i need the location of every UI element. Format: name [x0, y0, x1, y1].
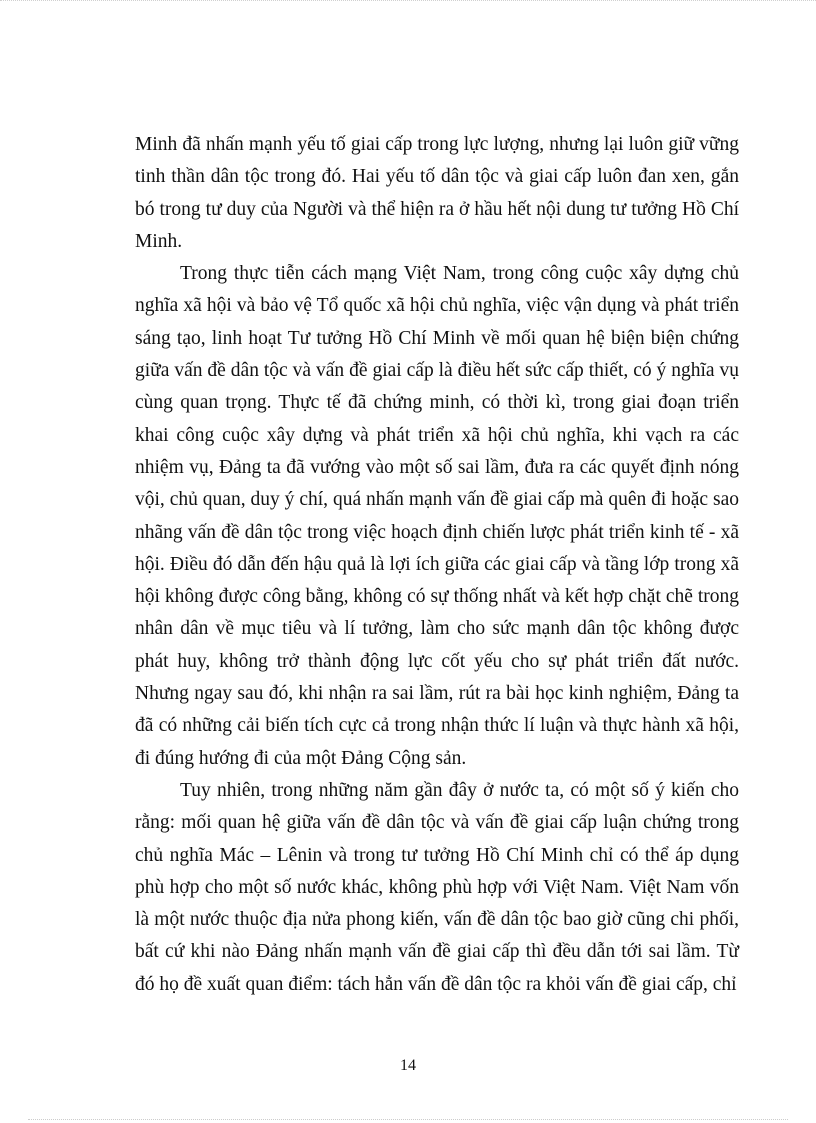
- paragraph-opinions: Tuy nhiên, trong những năm gần đây ở nước ta, có một số ý kiến cho rằng: mối quan hệ giữa vấn đề dân tộc và vấn đề giai cấp luận chứng trong chủ nghĩa Mác – Lênin và trong tư tưởng Hồ Chí Minh chỉ có thể áp dụng phù hợp cho một số nước khác, không phù hợp với Việt Nam. Việt Nam vốn là một nước thuộc địa nửa phong kiến, vấn đề dân tộc bao giờ cũng chi phối, bất cứ khi nào Đảng nhấn mạnh vấn đề giai cấp thì đều dẫn tới sai lầm. Từ đó họ đề xuất quan điểm: tách hẳn vấn đề dân tộc ra khỏi vấn đề giai cấp, chỉ: [135, 779, 739, 995]
- paragraph-practice: Trong thực tiễn cách mạng Việt Nam, trong công cuộc xây dựng chủ nghĩa xã hội và bảo vệ Tổ quốc xã hội chủ nghĩa, việc vận dụng và phát triển sáng tạo, linh hoạt Tư tưởng Hồ Chí Minh về mối quan hệ biện biện chứng giữa vấn đề dân tộc và vấn đề giai cấp là điều hết sức cấp thiết, có ý nghĩa vụ cùng quan trọng. Thực tế đã chứng minh, có thời kì, trong giai đoạn triển khai công cuộc xây dựng và phát triển xã hội chủ nghĩa, khi vạch ra các nhiệm vụ, Đảng ta đã vướng vào một số sai lầm, đưa ra các quyết định nóng vội, chủ quan, duy ý chí, quá nhấn mạnh vấn đề giai cấp mà quên đi hoặc sao nhãng vấn đề dân tộc trong việc hoạch định chiến lược phát triển kinh tế - xã hội. Điều đó dẫn đến hậu quả là lợi ích giữa các giai cấp và tầng lớp trong xã hội không được công bằng, không có sự thống nhất và kết hợp chặt chẽ trong nhân dân về mục tiêu và lí tưởng, làm cho sức mạnh dân tộc không được phát huy, không trở thành động lực cốt yếu cho sự phát triển đất nước. Nhưng ngay sau đó, khi nhận ra sai lầm, rút ra bài học kinh nghiệm, Đảng ta đã có những cải biến tích cực cả trong nhận thức lí luận và thực hành xã hội, đi đúng hướng đi của một Đảng Cộng sản.: [135, 263, 739, 769]
- paragraph-continuation: Minh đã nhấn mạnh yếu tố giai cấp trong lực lượng, nhưng lại luôn giữ vững tinh thần dân tộc trong đó. Hai yếu tố dân tộc và giai cấp luôn đan xen, gắn bó trong tư duy của Người và thể hiện ra ở hầu hết nội dung tư tưởng Hồ Chí Minh.: [135, 134, 739, 252]
- page-number: 14: [400, 1057, 416, 1074]
- body-text: [135, 129, 739, 1001]
- page-bottom-divider: [28, 1119, 788, 1120]
